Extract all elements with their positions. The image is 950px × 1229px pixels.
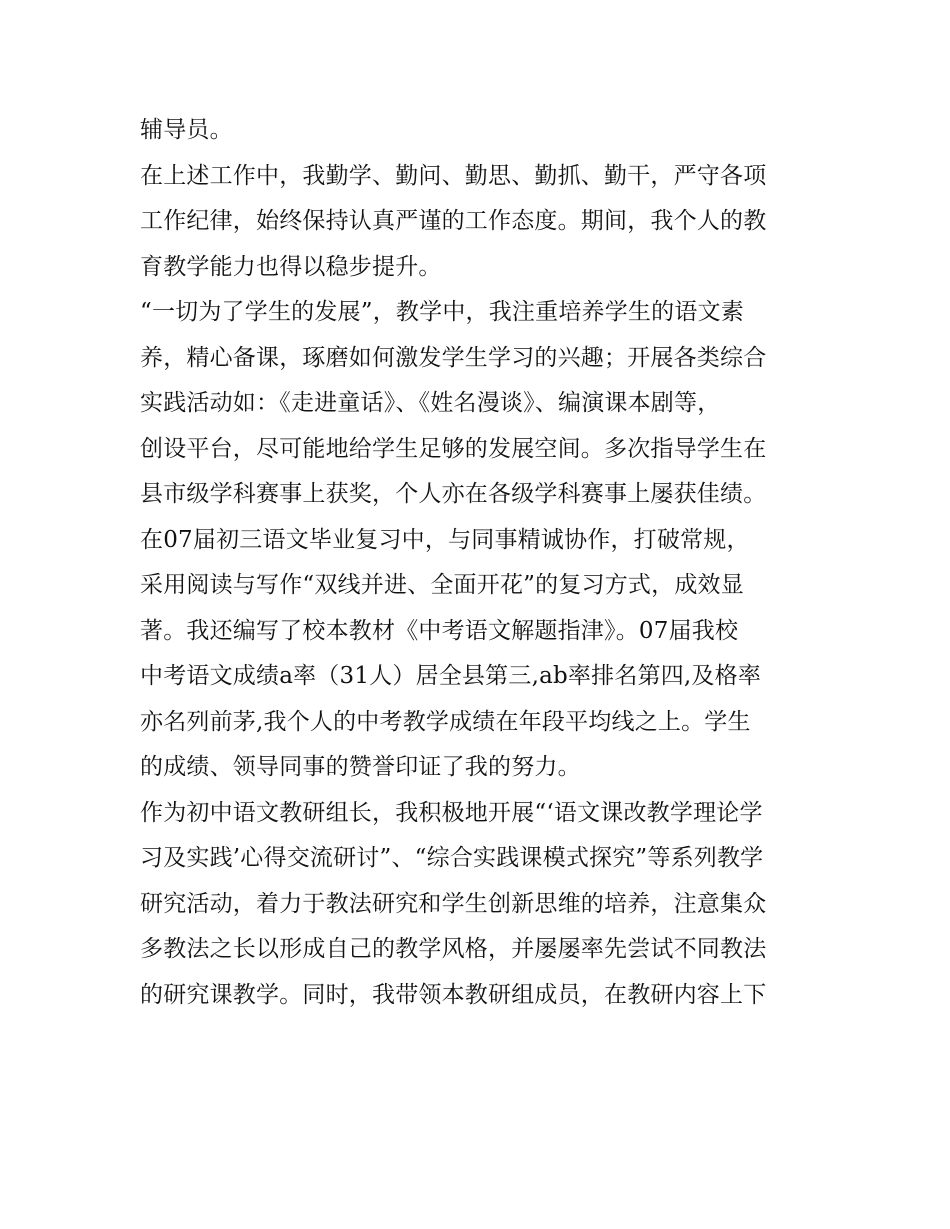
text-line: 作为初中语文教研组长，我积极地开展“‘语文课改教学理论学 <box>140 799 763 826</box>
text-line: 中考语文成绩a率（31人）居全县第三,ab率排名第四,及格率 <box>140 663 762 689</box>
text-line: 著。我还编写了校本教材《中考语文解题指津》。07届我校 <box>140 617 739 644</box>
text-line: 采用阅读与写作“双线并进、全面开花”的复习方式，成效显 <box>140 572 744 598</box>
text-line: 育教学能力也得以稳步提升。 <box>140 253 442 280</box>
body-text <box>140 108 820 1018</box>
text-line: 养，精心备课，琢磨如何激发学生学习的兴趣；开展各类综合 <box>140 344 767 371</box>
text-line: 创设平台，尽可能地给学生足够的发展空间。多次指导学生在 <box>140 435 767 462</box>
text-line: 的研究课教学。同时，我带领本教研组成员，在教研内容上下 <box>140 981 767 1008</box>
text-line: 在上述工作中，我勤学、勤问、勤思、勤抓、勤干，严守各项 <box>140 162 767 189</box>
text-line: 研究活动，着力于教法研究和学生创新思维的培养，注意集众 <box>140 890 767 917</box>
text-line: 工作纪律，始终保持认真严谨的工作态度。期间，我个人的教 <box>140 208 767 234</box>
text-line: 亦名列前茅,我个人的中考教学成绩在年段平均线之上。学生 <box>140 708 751 735</box>
text-line: 的成绩、领导同事的赞誉印证了我的努力。 <box>140 754 581 780</box>
text-line: “一切为了学生的发展”，教学中，我注重培养学生的语文素 <box>140 299 744 325</box>
text-line: 多教法之长以形成自己的教学风格，并屡屡率先尝试不同教法 <box>140 936 767 962</box>
text-line: 实践活动如：《走进童话》、《姓名漫谈》、编演课本剧等， <box>140 390 721 416</box>
text-line: 在07届初三语文毕业复习中，与同事精诚协作，打破常规， <box>140 526 750 553</box>
text-line: 习及实践’心得交流研讨”、“综合实践课模式探究”等系列教学 <box>140 845 764 871</box>
text-line: 辅导员。 <box>140 117 233 143</box>
text-line: 县市级学科赛事上获奖，个人亦在各级学科赛事上屡获佳绩。 <box>140 481 767 507</box>
